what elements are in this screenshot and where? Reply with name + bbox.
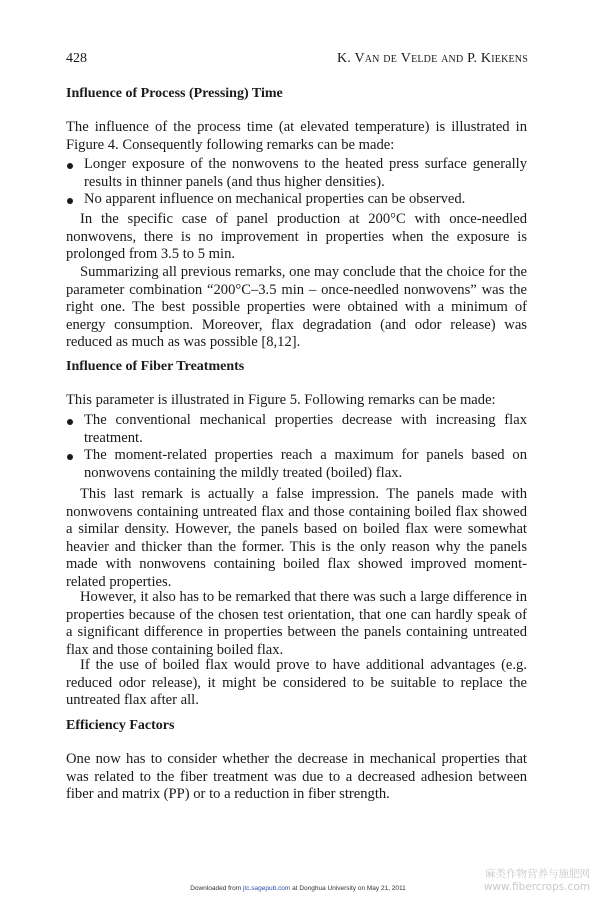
bullet-icon — [67, 454, 73, 460]
bullet-icon — [67, 198, 73, 204]
paragraph: This parameter is illustrated in Figure 5. Following remarks can be made: — [66, 392, 496, 408]
footer-suffix: at Donghua University on May 21, 2011 — [290, 885, 406, 892]
list-item — [66, 447, 527, 482]
list-item-text: The moment-related properties reach a maximum for panels based on nonwovens containing the mildly treated (boiled) flax. — [84, 447, 527, 481]
bullet-icon — [67, 163, 73, 169]
section-heading-efficiency-factors: Efficiency Factors — [66, 718, 175, 733]
paragraph: This last remark is actually a false impression. The panels made with nonwovens containing untreated flax and those containing boiled flax showed a similar density. However, the panels based on boiled flax were somewhat heavier and thicker than the former. This is the only reason why the panels made with nonwovens containing boiled flax showed improved moment-related properties. — [66, 486, 527, 590]
bullet-list — [66, 156, 527, 209]
list-item — [66, 191, 527, 209]
list-item — [66, 412, 527, 447]
running-header-authors — [337, 50, 528, 68]
bullet-list — [66, 412, 527, 482]
bullet-icon — [67, 419, 73, 425]
paragraph: In the specific case of panel production at 200°C with once-needled nonwovens, there is no improvement in properties when the exposure is prolonged from 3.5 to 5 min. — [66, 211, 527, 263]
list-item — [66, 156, 527, 191]
paragraph: The influence of the process time (at elevated temperature) is illustrated in Figure 4. Consequently following remarks can be made: — [66, 119, 527, 153]
authors-v: V — [400, 51, 412, 66]
paragraph: Summarizing all previous remarks, one may conclude that the choice for the parameter combination “200°C–3.5 min – once-needled nonwovens” was the right one. The best possible properties were obtained with a minimum of energy consumption. Moreover, flax degradation (and odor release) was reduced as much as was possible [8,12]. — [66, 264, 527, 351]
paragraph: If the use of boiled flax would prove to have additional advantages (e.g. reduced odor release), it might be considered to be suitable to replace the untreated flax after all. — [66, 657, 527, 709]
watermark-line-2: www.fibercrops.com — [483, 881, 590, 893]
list-item-text: No apparent influence on mechanical properties can be observed. — [84, 191, 466, 208]
authors-p-rest: iekens — [491, 51, 528, 66]
section-heading-fiber-treatments: Influence of Fiber Treatments — [66, 359, 245, 374]
list-item-text: The conventional mechanical properties decrease with increasing flax treatment. — [84, 412, 527, 446]
watermark — [484, 868, 590, 894]
authors-v-rest: elde and — [411, 51, 468, 66]
paragraph: One now has to consider whether the decrease in mechanical properties that was related to the fiber treatment was due to a decreased adhesion between fiber and matrix (PP) or to a reduction in fiber strength. — [66, 751, 527, 803]
authors-k-rest: an de — [364, 51, 401, 66]
list-item-text: Longer exposure of the nonwovens to the heated press surface generally results in thinner panels (and thus higher densities). — [84, 156, 527, 190]
footer-link[interactable]: jtc.sagepub.com — [242, 885, 291, 892]
footer-prefix: Downloaded from — [190, 885, 243, 892]
watermark-line-1: 麻类作物营养与施肥网 — [485, 868, 590, 880]
page-number: 428 — [66, 51, 87, 66]
section-heading-pressing-time: Influence of Process (Pressing) Time — [66, 86, 283, 101]
paragraph: However, it also has to be remarked that there was such a large difference in properties because of the chosen test orientation, that one can hardly speak of a significant difference in properties between the panels containing untreated flax and those containing boiled flax. — [66, 589, 527, 658]
authors-k: K. V — [336, 51, 365, 66]
authors-p: P. K — [467, 51, 492, 66]
